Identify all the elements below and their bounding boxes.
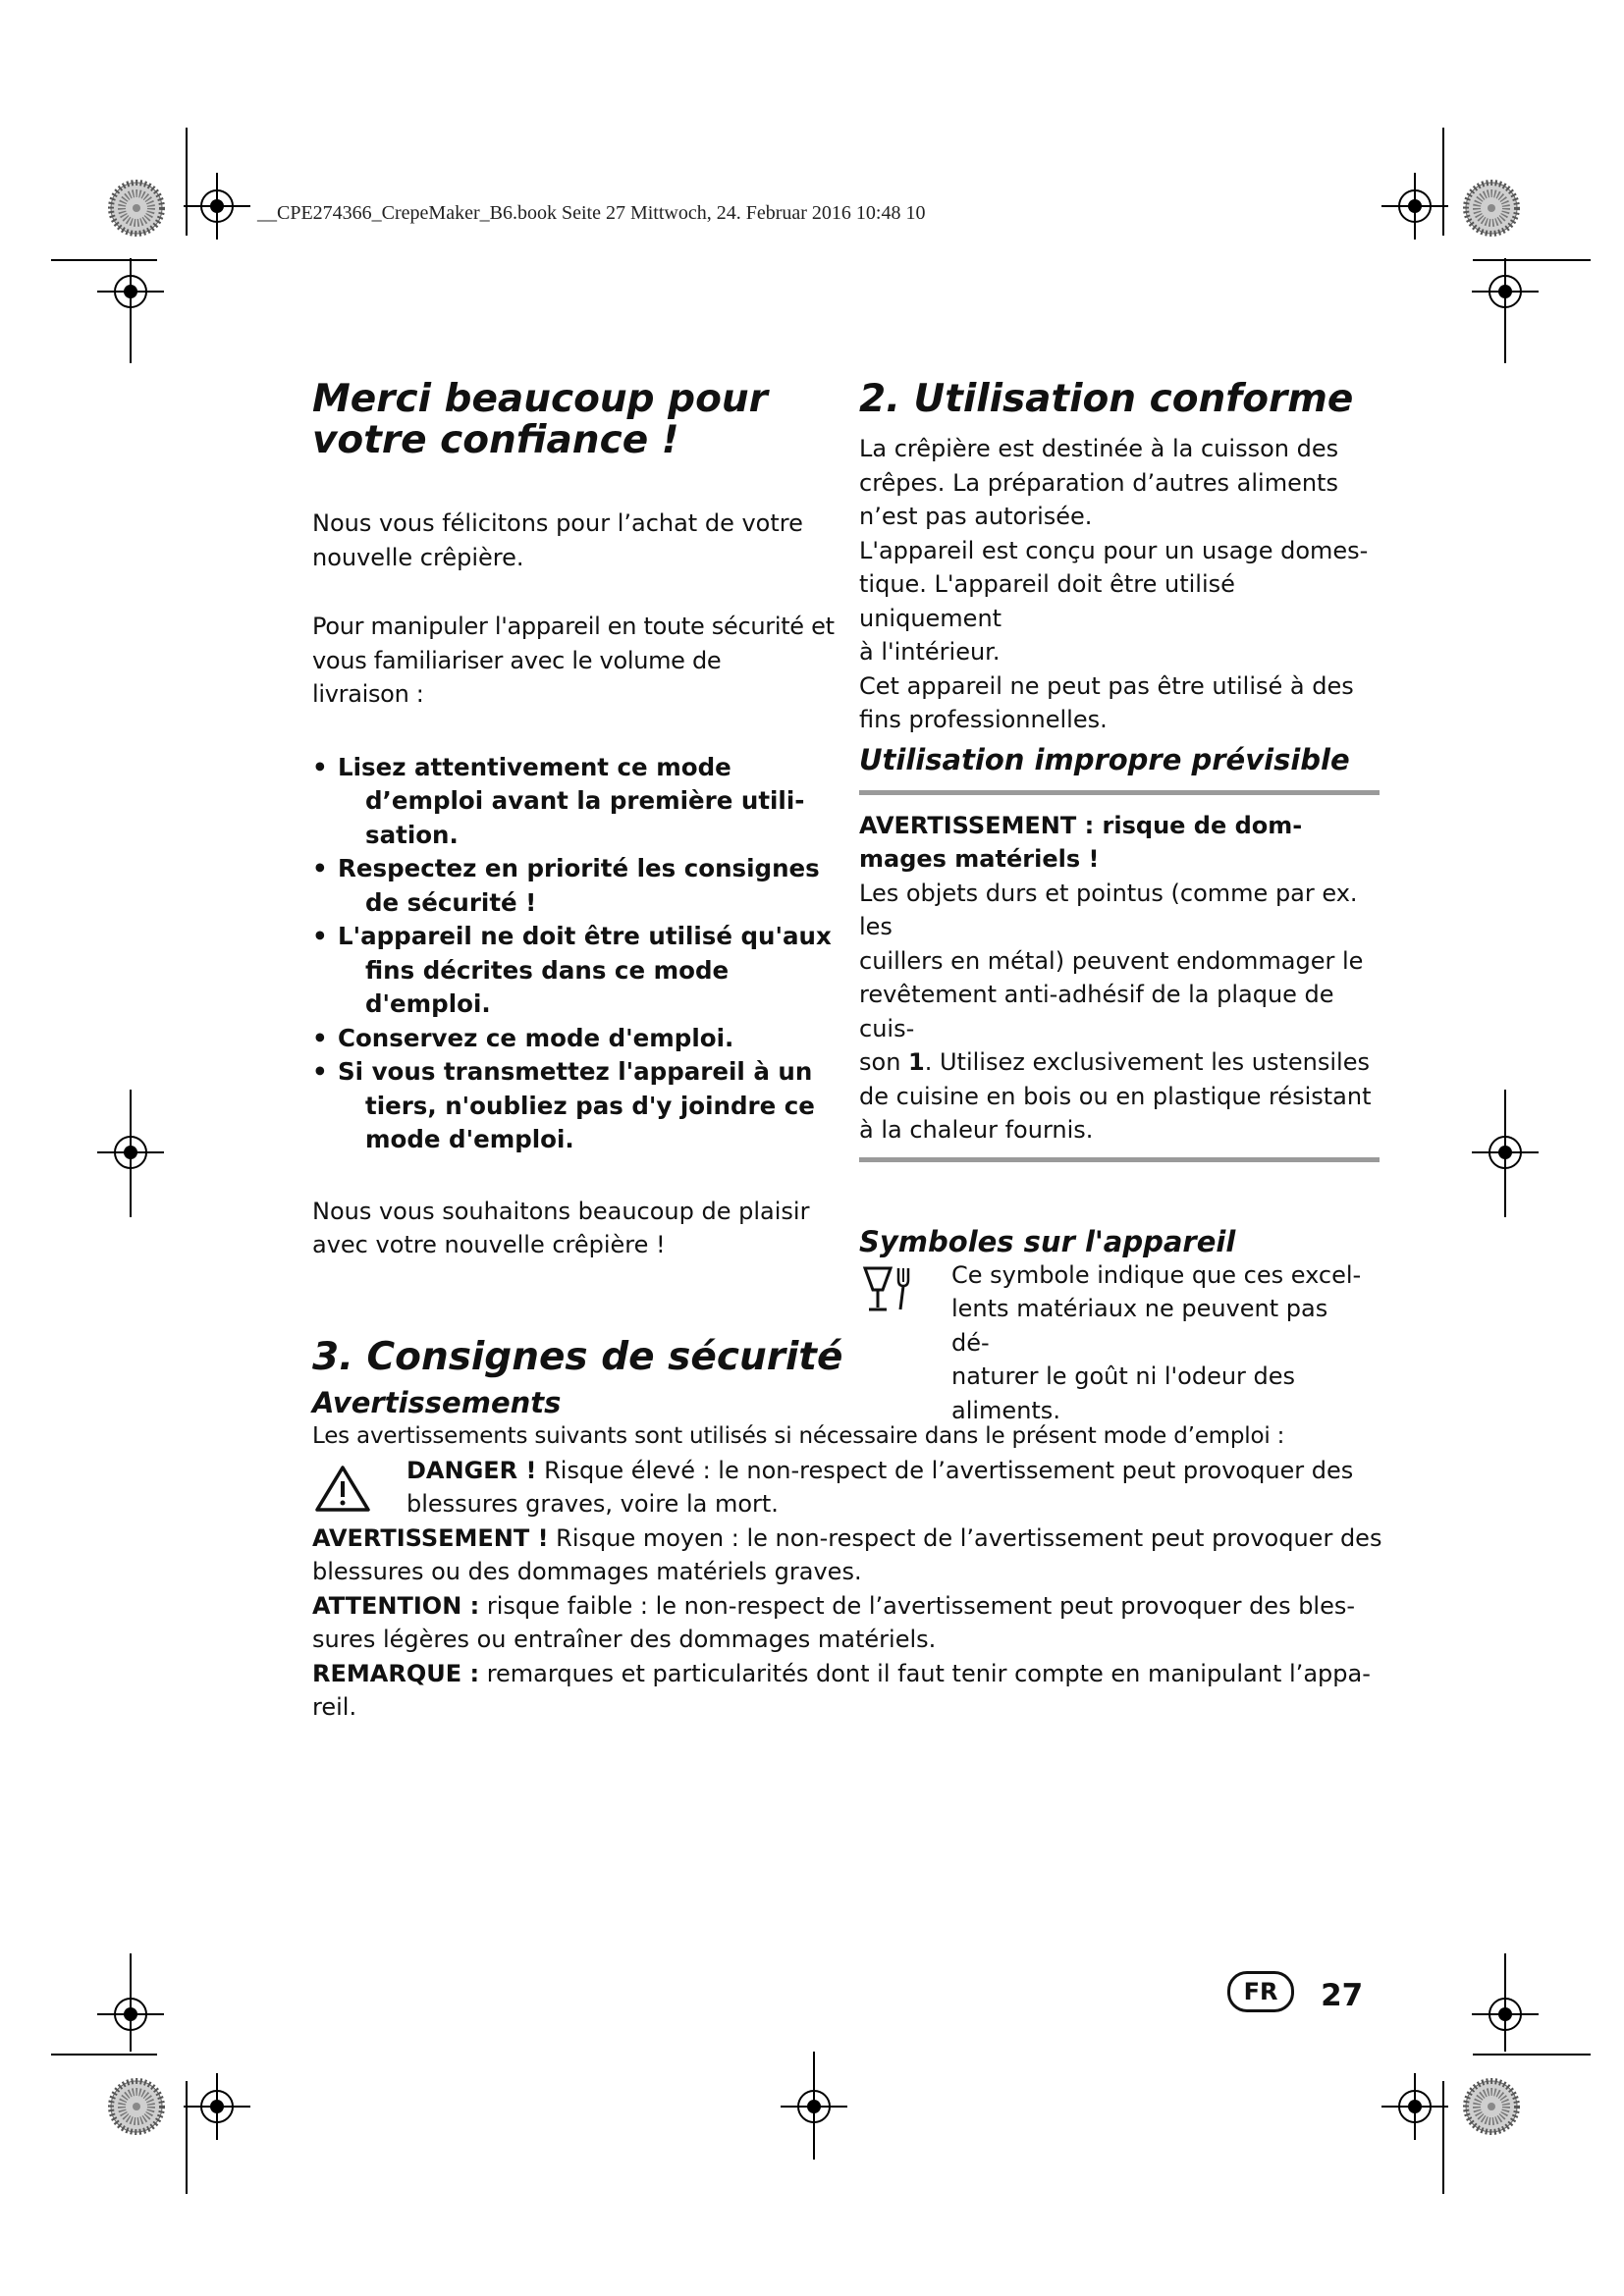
registration-mark-icon bbox=[1381, 173, 1448, 240]
closing-paragraph: Nous vous souhaitons beaucoup de plaisir avec votre nouvelle crêpière ! bbox=[312, 1197, 810, 1258]
remarque-label: REMARQUE : bbox=[312, 1659, 480, 1687]
welcome-title: Merci beaucoup pour votre confiance ! bbox=[312, 377, 768, 462]
page-number: 27 bbox=[1321, 1977, 1364, 2013]
list-item: • Lisez attentivement ce mode d’emploi avant la première utili-sation. bbox=[312, 751, 835, 853]
section-2-title: 2. Utilisation conforme bbox=[859, 377, 1354, 421]
instructions-list bbox=[312, 751, 835, 1157]
misuse-heading: Utilisation impropre prévisible bbox=[859, 742, 1350, 776]
section-3 bbox=[312, 1337, 1382, 1725]
intended-use-paragraph: La crêpière est destinée à la cuisson des crêpes. La préparation d’autres aliments n’est pas autorisée. L'appareil est conçu pour un usage domes- tique. L'appareil doit être utilisé uniquement à l'intérieur. Cet appareil ne peut pas être utilisé à des fins professionnelles. bbox=[859, 435, 1369, 733]
registration-mark-icon bbox=[184, 173, 250, 240]
color-target-icon bbox=[1466, 183, 1517, 234]
color-target-icon bbox=[1466, 2081, 1517, 2132]
registration-mark-icon bbox=[184, 2073, 250, 2140]
food-safe-icon bbox=[861, 1264, 916, 1315]
left-column bbox=[312, 379, 835, 1262]
color-target-icon bbox=[111, 183, 162, 234]
list-item: • L'appareil ne doit être utilisé qu'aux fins décrites dans ce mode d'emploi. bbox=[312, 920, 835, 1022]
color-target-icon bbox=[111, 2081, 162, 2132]
danger-block: DANGER ! Risque élevé : le non-respect de l’avertissement peut provoquer des blessures graves, voire la mort. bbox=[312, 1454, 1382, 1522]
page-footer bbox=[1227, 1971, 1363, 2013]
intro-paragraph: Nous vous félicitons pour l’achat de votre nouvelle crêpière. bbox=[312, 509, 803, 571]
safety-intro-paragraph: Pour manipuler l'appareil en toute sécurité et vous familiariser avec le volume de livraison : bbox=[312, 613, 835, 708]
avertissement-label: AVERTISSEMENT ! bbox=[312, 1523, 549, 1552]
symbol-description: Ce symbole indique que ces excel- lents matériaux ne peuvent pas dé- naturer le goût ni l'odeur des aliments. bbox=[951, 1260, 1362, 1424]
danger-label: DANGER ! bbox=[406, 1456, 537, 1484]
list-item: • Si vous transmettez l'appareil à un tiers, n'oubliez pas d'y joindre ce mode d'emploi. bbox=[312, 1055, 835, 1157]
warning-triangle-icon bbox=[314, 1464, 371, 1513]
right-column bbox=[859, 377, 1380, 1424]
language-badge: FR bbox=[1227, 1971, 1294, 2012]
attention-label: ATTENTION : bbox=[312, 1591, 480, 1620]
warning-text: Les objets durs et pointus (comme par ex. les cuillers en métal) peuvent endommager le revêtement anti-adhésif de la plaque de cuis- son 1. Utilisez exclusivement les ustensiles de cuisine en bois ou en plastique résistant à la chaleur fournis. bbox=[859, 879, 1372, 1144]
warning-title: AVERTISSEMENT : risque de dom- mages matériels ! bbox=[859, 811, 1303, 873]
warnings-subheading: Avertissements bbox=[312, 1386, 562, 1419]
file-info-header: __CPE274366_CrepeMaker_B6.book Seite 27 Mittwoch, 24. Februar 2016 10:48 10 bbox=[257, 202, 926, 224]
registration-mark-icon bbox=[1381, 2073, 1448, 2140]
avertissement-block: AVERTISSEMENT ! Risque moyen : le non-respect de l’avertissement peut provoquer des blessures ou des dommages matériels graves. bbox=[312, 1523, 1382, 1585]
warnings-intro: Les avertissements suivants sont utilisés si nécessaire dans le présent mode d’emploi : bbox=[312, 1423, 1285, 1449]
symbols-heading: Symboles sur l'appareil bbox=[859, 1224, 1236, 1258]
attention-block: ATTENTION : risque faible : le non-respect de l’avertissement peut provoquer des bles- sures légères ou entraîner des dommages matériels. bbox=[312, 1591, 1356, 1653]
list-item: • Conservez ce mode d'emploi. bbox=[312, 1022, 835, 1056]
section-3-title: 3. Consignes de sécurité bbox=[312, 1335, 843, 1379]
list-item: • Respectez en priorité les consignes de sécurité ! bbox=[312, 852, 835, 920]
remarque-block: REMARQUE : remarques et particularités dont il faut tenir compte en manipulant l’appa- reil. bbox=[312, 1659, 1371, 1721]
